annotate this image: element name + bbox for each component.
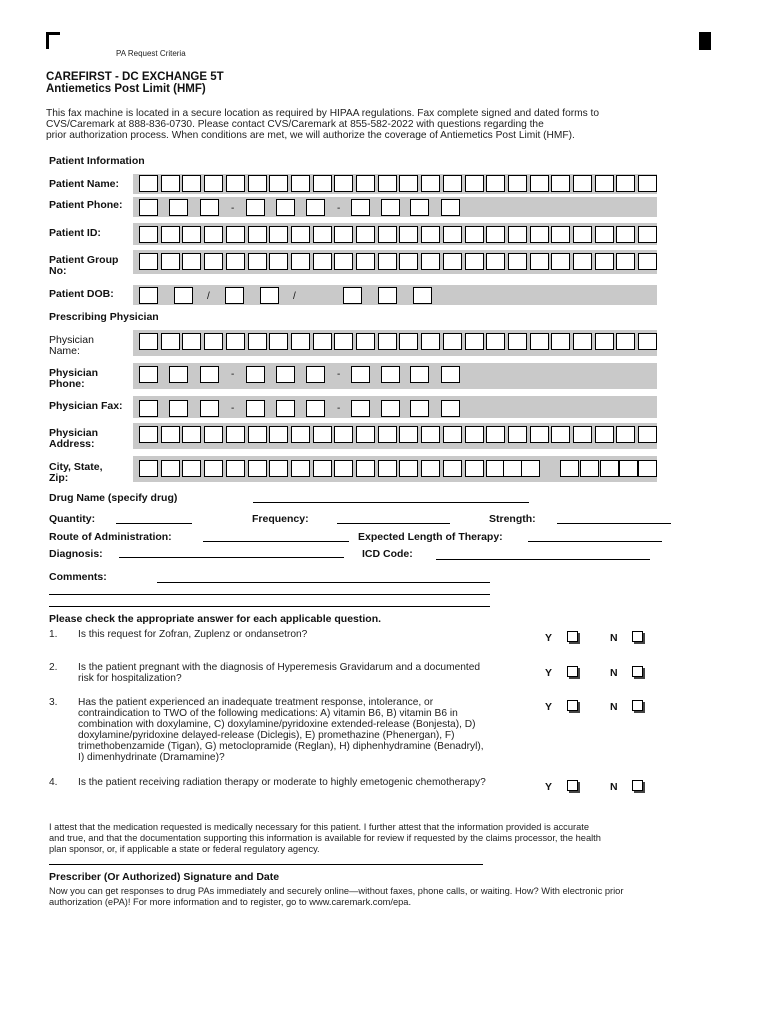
criteria-label: PA Request Criteria [116,49,186,58]
patient-dob-label: Patient DOB: [49,288,114,300]
quantity-field[interactable] [116,523,192,524]
question-1-text: Is this request for Zofran, Zuplenz or ondansetron? [78,629,308,640]
char-box[interactable] [638,460,657,477]
char-box[interactable] [530,253,549,270]
question-3-text-line-2: contraindication to TWO of the following medications: A) vitamin B6, B) vitamin B6 in [78,708,458,719]
char-box[interactable] [443,333,462,350]
char-box[interactable] [443,175,462,192]
char-box[interactable] [248,226,267,243]
questions-heading: Please check the appropriate answer for each applicable question. [49,613,382,625]
char-box[interactable] [486,253,505,270]
char-box[interactable] [530,333,549,350]
char-box[interactable] [378,333,397,350]
char-box[interactable] [276,366,295,383]
char-box[interactable] [356,253,375,270]
char-box[interactable] [595,175,614,192]
drug-name-field[interactable] [253,502,529,503]
diagnosis-label: Diagnosis: [49,548,103,560]
epa-note-line-1: Now you can get responses to drug PAs immediately and securely online—without faxes, phone calls, or waiting. How? With electronic prior [49,886,624,896]
char-box[interactable] [351,366,370,383]
char-box[interactable] [378,460,397,477]
char-box[interactable] [399,333,418,350]
char-box[interactable] [486,175,505,192]
question-3-no-checkbox[interactable] [632,700,643,711]
char-box[interactable] [638,226,657,243]
char-box[interactable] [410,400,429,417]
char-box[interactable] [226,175,245,192]
char-box[interactable] [421,253,440,270]
therapy-length-field[interactable] [528,541,662,542]
char-box[interactable] [161,226,180,243]
city-state-zip-label-2: Zip: [49,472,69,484]
char-box[interactable] [356,460,375,477]
char-box[interactable] [334,333,353,350]
char-box[interactable] [356,226,375,243]
char-box[interactable] [139,287,158,304]
char-box[interactable] [161,175,180,192]
char-box[interactable] [521,460,540,477]
dash: - [231,403,235,414]
diagnosis-field[interactable] [119,557,344,558]
char-box[interactable] [421,460,440,477]
physician-address-label-1: Physician [49,427,99,439]
char-box[interactable] [182,333,201,350]
char-box[interactable] [595,426,614,443]
char-box[interactable] [381,400,400,417]
char-box[interactable] [313,460,332,477]
physician-name-label-1: Physician [49,334,94,346]
char-box[interactable] [410,199,429,216]
char-box[interactable] [616,253,635,270]
char-box[interactable] [638,426,657,443]
char-box[interactable] [378,226,397,243]
char-box[interactable] [174,287,193,304]
char-box[interactable] [291,175,310,192]
char-box[interactable] [313,175,332,192]
char-box[interactable] [276,199,295,216]
char-box[interactable] [226,333,245,350]
char-box[interactable] [443,426,462,443]
char-box[interactable] [508,175,527,192]
char-box[interactable] [381,199,400,216]
question-3-text-line-1: Has the patient experienced an inadequate treatment response, intolerance, or [78,697,434,708]
char-box[interactable] [334,175,353,192]
char-box[interactable] [182,253,201,270]
char-box[interactable] [616,226,635,243]
char-box[interactable] [580,460,599,477]
char-box[interactable] [441,366,460,383]
char-box[interactable] [616,175,635,192]
char-box[interactable] [551,226,570,243]
char-box[interactable] [399,226,418,243]
char-box[interactable] [638,175,657,192]
char-box[interactable] [313,226,332,243]
char-box[interactable] [399,175,418,192]
char-box[interactable] [248,460,267,477]
char-box[interactable] [421,226,440,243]
physician-address-label-2: Address: [49,438,95,450]
char-box[interactable] [139,460,158,477]
physician-fax-label: Physician Fax: [49,400,123,412]
comments-line-3[interactable] [49,606,490,607]
question-4-no-checkbox[interactable] [632,780,643,791]
comments-line-2[interactable] [49,594,490,595]
char-box[interactable] [465,226,484,243]
char-box[interactable] [182,426,201,443]
char-box[interactable] [343,287,362,304]
registration-mark-top-left [46,32,60,49]
question-number: 4. [49,777,58,788]
question-2-yes-checkbox[interactable] [567,666,578,677]
patient-section-heading: Patient Information [49,155,145,167]
char-box[interactable] [351,400,370,417]
char-box[interactable] [291,460,310,477]
char-box[interactable] [399,426,418,443]
char-box[interactable] [139,199,158,216]
yes-label: Y [545,701,553,713]
patient-group-label-2: No: [49,265,67,277]
dash: - [337,203,341,214]
char-box[interactable] [334,426,353,443]
char-box[interactable] [551,426,570,443]
frequency-label: Frequency: [252,513,309,525]
char-box[interactable] [465,175,484,192]
char-box[interactable] [260,287,279,304]
comments-label: Comments: [49,571,107,583]
city-state-zip-label-1: City, State, [49,461,103,473]
char-box[interactable] [306,199,325,216]
char-box[interactable] [443,226,462,243]
question-3-text-line-6: I) dimenhydrinate (Dramamine)? [78,752,225,763]
char-box[interactable] [291,226,310,243]
intro-line-2: CVS/Caremark at 888-836-0730. Please contact CVS/Caremark at 855-582-2022 with questions regarding the [46,119,544,130]
question-2-text-line-2: risk for hospitalization? [78,673,182,684]
therapy-length-label: Expected Length of Therapy: [358,531,503,543]
char-box[interactable] [378,426,397,443]
signature-label: Prescriber (Or Authorized) Signature and Date [49,871,280,883]
char-box[interactable] [204,460,223,477]
char-box[interactable] [530,426,549,443]
char-box[interactable] [313,426,332,443]
char-box[interactable] [248,253,267,270]
intro-line-3: prior authorization process. When conditions are met, we will authorize the coverage of Antiemetics Post Limit (HMF). [46,130,575,141]
char-box[interactable] [182,226,201,243]
char-box[interactable] [248,426,267,443]
question-4-yes-checkbox[interactable] [567,780,578,791]
char-box[interactable] [378,287,397,304]
char-box[interactable] [399,253,418,270]
form-subtitle: Antiemetics Post Limit (HMF) [46,83,206,95]
char-box[interactable] [200,199,219,216]
char-box[interactable] [441,199,460,216]
char-box[interactable] [465,426,484,443]
patient-name-label: Patient Name: [49,178,120,190]
attest-line-1: I attest that the medication requested is medically necessary for this patient. I further attest that the information provided is accurate [49,822,590,832]
char-box[interactable] [573,333,592,350]
char-box[interactable] [356,333,375,350]
attest-line-3: plan sponsor, or, if applicable a state or federal regulatory agency. [49,844,320,854]
char-box[interactable] [306,366,325,383]
char-box[interactable] [421,175,440,192]
char-box[interactable] [616,333,635,350]
char-box[interactable] [356,426,375,443]
char-box[interactable] [248,175,267,192]
char-box[interactable] [139,175,158,192]
no-label: N [610,781,618,793]
physician-section-heading: Prescribing Physician [49,311,159,323]
char-box[interactable] [139,253,158,270]
route-label: Route of Administration: [49,531,172,543]
char-box[interactable] [169,400,188,417]
char-box[interactable] [204,175,223,192]
char-box[interactable] [269,175,288,192]
char-box[interactable] [595,226,614,243]
question-3-text-line-3: combination with doxylamine, C) doxylamine/pyridoxine extended-release (Bonjesta), D) [78,719,476,730]
char-box[interactable] [381,366,400,383]
route-field[interactable] [203,541,349,542]
char-box[interactable] [204,253,223,270]
char-box[interactable] [573,253,592,270]
char-box[interactable] [508,253,527,270]
char-box[interactable] [226,253,245,270]
patient-group-label-1: Patient Group [49,254,119,266]
slash: / [207,291,210,302]
char-box[interactable] [573,426,592,443]
patient-id-label: Patient ID: [49,227,101,239]
char-box[interactable] [551,253,570,270]
char-box[interactable] [313,253,332,270]
char-box[interactable] [161,253,180,270]
char-box[interactable] [334,226,353,243]
char-box[interactable] [139,333,158,350]
form-title: CAREFIRST - DC EXCHANGE 5T [46,71,224,83]
comments-line-1[interactable] [157,582,490,583]
physician-phone-label-2: Phone: [49,378,85,390]
char-box[interactable] [508,226,527,243]
char-box[interactable] [573,175,592,192]
char-box[interactable] [616,426,635,443]
char-box[interactable] [161,333,180,350]
char-box[interactable] [246,366,265,383]
question-number: 1. [49,629,58,640]
signature-line[interactable] [49,864,483,865]
char-box[interactable] [486,333,505,350]
char-box[interactable] [508,426,527,443]
char-box[interactable] [410,366,429,383]
question-4-text: Is the patient receiving radiation therapy or moderate to highly emetogenic chemotherapy? [78,777,486,788]
dash: - [231,369,235,380]
registration-mark-top-right [699,32,711,50]
strength-label: Strength: [489,513,536,525]
char-box[interactable] [638,253,657,270]
char-box[interactable] [441,400,460,417]
char-box[interactable] [182,460,201,477]
slash: / [293,291,296,302]
quantity-label: Quantity: [49,513,96,525]
char-box[interactable] [378,175,397,192]
char-box[interactable] [378,253,397,270]
char-box[interactable] [465,253,484,270]
char-box[interactable] [600,460,619,477]
char-box[interactable] [573,226,592,243]
char-box[interactable] [619,460,638,477]
char-box[interactable] [334,253,353,270]
drug-name-label: Drug Name (specify drug) [49,492,178,504]
char-box[interactable] [465,460,484,477]
char-box[interactable] [530,175,549,192]
char-box[interactable] [560,460,579,477]
char-box[interactable] [291,333,310,350]
char-box[interactable] [595,333,614,350]
question-3-text-line-5: trimethobenzamide (Tigan), G) metoclopramide (Reglan), H) diphenhydramine (Benadryl), [78,741,484,752]
char-box[interactable] [291,426,310,443]
char-box[interactable] [204,333,223,350]
char-box[interactable] [246,400,265,417]
question-1-no-checkbox[interactable] [632,631,643,642]
question-3-text-line-4: doxylamine/pyridoxine delayed-release (Diclegis), E) promethazine (Phenergan), F) [78,730,455,741]
char-box[interactable] [399,460,418,477]
question-number: 3. [49,697,58,708]
char-box[interactable] [443,253,462,270]
char-box[interactable] [551,175,570,192]
yes-label: Y [545,632,553,644]
char-box[interactable] [226,460,245,477]
char-box[interactable] [169,366,188,383]
char-box[interactable] [246,199,265,216]
char-box[interactable] [503,460,522,477]
char-box[interactable] [139,366,158,383]
intro-line-1: This fax machine is located in a secure location as required by HIPAA regulations. Fax complete signed and dated forms to [46,108,600,119]
char-box[interactable] [356,175,375,192]
char-box[interactable] [169,199,188,216]
patient-phone-label: Patient Phone: [49,199,123,211]
char-box[interactable] [595,253,614,270]
char-box[interactable] [204,226,223,243]
epa-note-line-2: authorization (ePA)! For more information and to register, go to www.caremark.com/epa. [49,897,412,907]
char-box[interactable] [161,426,180,443]
char-box[interactable] [269,333,288,350]
strength-field[interactable] [557,523,671,524]
char-box[interactable] [269,226,288,243]
dash: - [231,203,235,214]
yes-label: Y [545,781,553,793]
char-box[interactable] [306,400,325,417]
char-box[interactable] [269,426,288,443]
char-box[interactable] [226,426,245,443]
yes-label: Y [545,667,553,679]
char-box[interactable] [139,426,158,443]
question-3-yes-checkbox[interactable] [567,700,578,711]
question-number: 2. [49,662,58,673]
char-box[interactable] [276,400,295,417]
char-box[interactable] [139,226,158,243]
char-box[interactable] [530,226,549,243]
char-box[interactable] [269,253,288,270]
char-box[interactable] [486,226,505,243]
char-box[interactable] [551,333,570,350]
char-box[interactable] [486,426,505,443]
dash: - [337,403,341,414]
char-box[interactable] [161,460,180,477]
char-box[interactable] [200,400,219,417]
no-label: N [610,667,618,679]
char-box[interactable] [638,333,657,350]
char-box[interactable] [200,366,219,383]
char-box[interactable] [139,400,158,417]
char-box[interactable] [291,253,310,270]
icd-code-field[interactable] [436,559,650,560]
char-box[interactable] [248,333,267,350]
physician-name-label-2: Name: [49,345,80,357]
icd-code-label: ICD Code: [362,548,413,560]
char-box[interactable] [269,460,288,477]
question-1-yes-checkbox[interactable] [567,631,578,642]
no-label: N [610,701,618,713]
char-box[interactable] [225,287,244,304]
attest-line-2: and true, and that the documentation supporting this information is available for review if requested by the claims processor, the health [49,833,601,843]
char-box[interactable] [421,426,440,443]
frequency-field[interactable] [337,523,450,524]
char-box[interactable] [443,460,462,477]
dash: - [337,369,341,380]
physician-phone-label-1: Physician [49,367,99,379]
char-box[interactable] [313,333,332,350]
question-2-no-checkbox[interactable] [632,666,643,677]
no-label: N [610,632,618,644]
question-2-text-line-1: Is the patient pregnant with the diagnosis of Hyperemesis Gravidarum and a documented [78,662,481,673]
char-box[interactable] [465,333,484,350]
char-box[interactable] [226,226,245,243]
char-box[interactable] [413,287,432,304]
char-box[interactable] [204,426,223,443]
char-box[interactable] [351,199,370,216]
char-box[interactable] [182,175,201,192]
char-box[interactable] [421,333,440,350]
char-box[interactable] [508,333,527,350]
char-box[interactable] [334,460,353,477]
